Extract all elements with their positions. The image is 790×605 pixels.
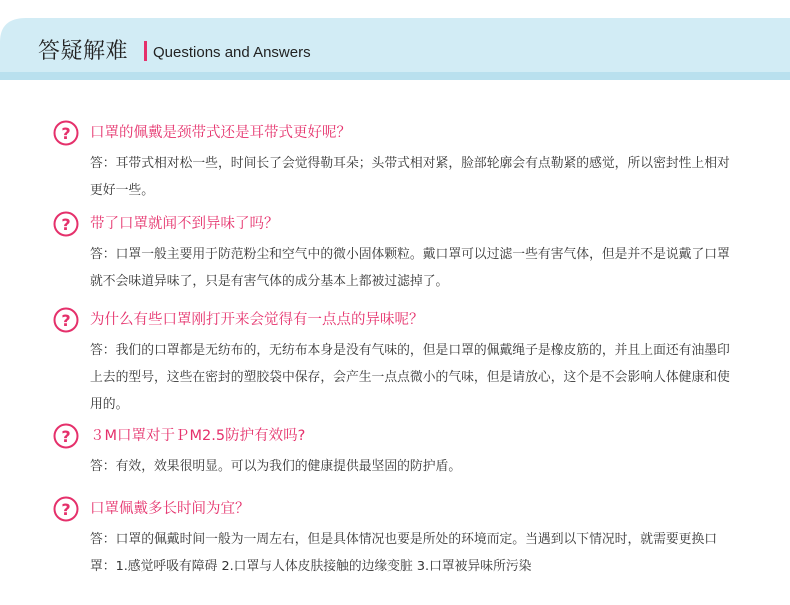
faq-question: 口罩佩戴多长时间为宜？ — [90, 501, 250, 517]
question-mark-circle-icon — [53, 496, 79, 522]
faq-answer: 答：有效，效果很明显。可以为我们的健康提供最坚固的防护盾。 — [90, 459, 462, 474]
faq-answer: 答：口罩一般主要用于防范粉尘和空气中的微小固体颗粒。戴口罩可以过滤一些有害气体，但是并不是说戴了口罩就不会味道异味了，只是有害气体的成分基本上都被过滤掉了。 — [90, 247, 730, 289]
faq-answer: 答：耳带式相对松一些，时间长了会觉得勒耳朵；头带式相对紧，脸部轮廓会有点勒紧的感觉，所以密封性上相对更好一些。 — [90, 156, 730, 198]
faq-question: 带了口罩就闻不到异味了吗？ — [90, 216, 279, 232]
question-mark-circle-icon — [53, 211, 79, 237]
title-divider-bar — [144, 41, 147, 61]
faq-answer: 答：口罩的佩戴时间一般为一周左右，但是具体情况也要是所处的环境而定。当遇到以下情况时，就需要更换口罩：1.感觉呼吸有障碍 2.口罩与人体皮肤接触的边缘变脏 3.口罩被异味所污染 — [90, 532, 718, 574]
svg-text:?: ? — [61, 215, 71, 234]
header-banner — [0, 18, 790, 80]
faq-question: ３M口罩对于ＰM2.5防护有效吗? — [90, 428, 306, 444]
faq-question: 口罩的佩戴是颈带式还是耳带式更好呢？ — [90, 125, 351, 141]
question-mark-circle-icon — [53, 120, 79, 146]
svg-text:?: ? — [61, 124, 71, 143]
page-subtitle: Questions and Answers — [153, 44, 311, 61]
svg-text:?: ? — [61, 427, 71, 446]
question-mark-circle-icon — [53, 423, 79, 449]
faq-question: 为什么有些口罩刚打开来会觉得有一点点的异味呢？ — [90, 312, 424, 328]
question-mark-circle-icon — [53, 307, 79, 333]
page-title: 答疑解难 — [38, 39, 129, 64]
svg-text:?: ? — [61, 500, 71, 519]
faq-answer: 答：我们的口罩都是无纺布的，无纺布本身是没有气味的，但是口罩的佩戴绳子是橡皮筋的，并且上面还有油墨印上去的型号，这些在密封的塑胶袋中保存，会产生一点点微小的气味，但是请放心，这个是不会影响人体健康和使用的。 — [90, 343, 730, 412]
svg-text:?: ? — [61, 311, 71, 330]
